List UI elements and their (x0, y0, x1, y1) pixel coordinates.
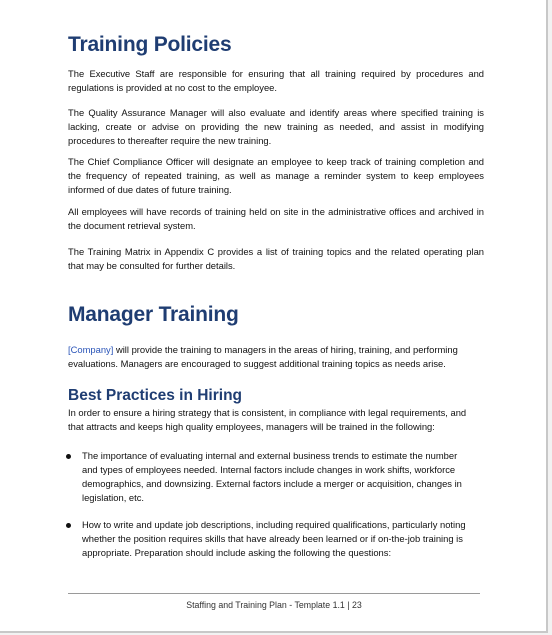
company-placeholder: [Company] (68, 344, 114, 355)
paragraph-chief-compliance: The Chief Compliance Officer will designate an employee to keep track of training completion and the frequency of repeated training, as well as manage a reminder system to keep employees informed of due dates of future training. (68, 156, 484, 195)
subsection-heading-best-practices: Best Practices in Hiring (68, 387, 243, 404)
section-heading-manager-training: Manager Training (68, 303, 239, 326)
paragraph-training-matrix: The Training Matrix in Appendix C provides a list of training topics and the related operating plan that may be consulted for further details. (68, 246, 484, 271)
list-item (82, 449, 468, 505)
page-footer: Staffing and Training Plan - Template 1.1 | 23 (186, 600, 362, 610)
list-item (82, 518, 468, 560)
paragraph-training-records: All employees will have records of training held on site in the administrative offices and archived in the document retrieval system. (68, 206, 484, 231)
paragraph-best-practices-intro: In order to ensure a hiring strategy that is consistent, in compliance with legal requirements, and that attracts and keeps high quality employees, managers will be trained in the following: (68, 407, 467, 432)
bullet-icon (66, 454, 71, 459)
paragraph-manager-training-intro (68, 343, 484, 371)
bullet-icon (66, 523, 71, 528)
list-item-text: The importance of evaluating internal and external business trends to estimate the number and types of employees needed. Internal factors include changes in work shifts, workforce demographics, and downsizing. External factors include a merger or acquisition, changes in legislation, etc. (82, 450, 462, 503)
paragraph-executive-staff: The Executive Staff are responsible for ensuring that all training required by procedures and regulations is provided at no cost to the employee. (68, 68, 484, 93)
footer-divider (68, 593, 480, 594)
paragraph-quality-assurance: The Quality Assurance Manager will also evaluate and identify areas where specified training is lacking, create or advise on providing the new training as needed, and assist in modifying procedures to thereafter require the new training. (68, 107, 484, 146)
manager-training-intro-text: will provide the training to managers in the areas of hiring, training, and performing evaluations. Managers are encouraged to suggest additional training topics as needs arise. (68, 344, 458, 369)
list-item-text: How to write and update job descriptions, including required qualifications, particularly noting whether the position requires skills that have already been learned or if on-the-job training is appropriate. Preparation should include asking the following the questions: (82, 519, 466, 558)
section-heading-training-policies: Training Policies (68, 33, 232, 56)
